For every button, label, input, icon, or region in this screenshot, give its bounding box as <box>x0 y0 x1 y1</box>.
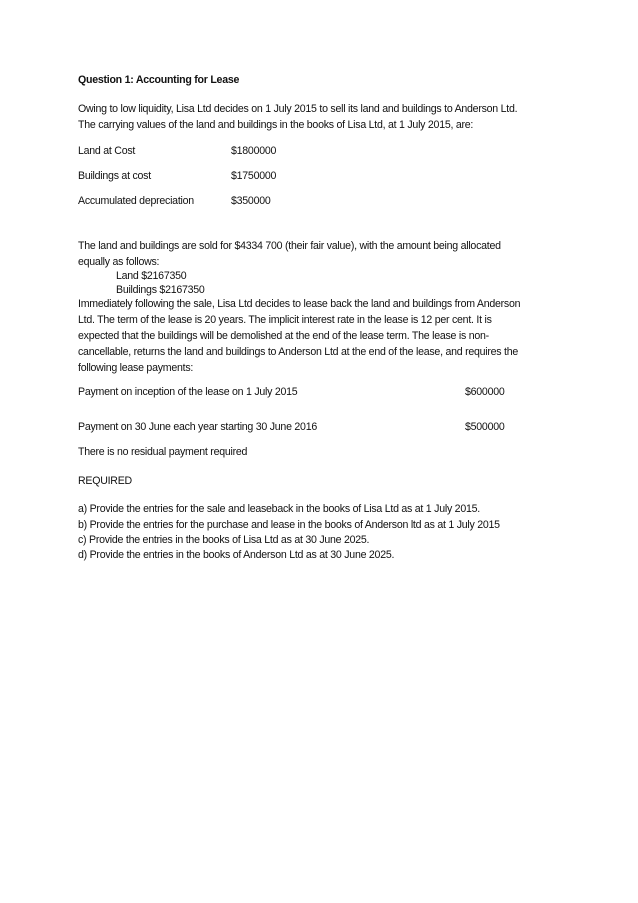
intro-line-1: Owing to low liquidity, Lisa Ltd decides on 1 July 2015 to sell its land and buildings to Anderson Ltd. <box>78 103 518 115</box>
payment-row-inception <box>78 386 538 399</box>
requirement-d: d) Provide the entries in the books of Anderson Ltd as at 30 June 2025. <box>78 549 395 561</box>
carrying-value: $1750000 <box>231 170 277 182</box>
question-title: Question 1: Accounting for Lease <box>78 74 240 86</box>
carrying-label: Accumulated depreciation <box>78 195 194 207</box>
lease-line-4: cancellable, returns the land and buildings to Anderson Ltd at the end of the lease, and requires the <box>78 346 519 358</box>
payment-row-annual <box>78 421 538 434</box>
payment-label: Payment on 30 June each year starting 30 June 2016 <box>78 421 317 433</box>
lease-line-1: Immediately following the sale, Lisa Ltd decides to lease back the land and buildings from Anderson <box>78 298 521 310</box>
sale-line-1: The land and buildings are sold for $4334 700 (their fair value), with the amount being allocated <box>78 240 501 252</box>
carrying-row-land <box>78 145 478 158</box>
requirement-c: c) Provide the entries in the books of Lisa Ltd as at 30 June 2025. <box>78 534 370 546</box>
required-heading: REQUIRED <box>78 475 132 487</box>
residual-note: There is no residual payment required <box>78 446 248 458</box>
lease-line-2: Ltd. The term of the lease is 20 years. The implicit interest rate in the lease is 12 per cent. It is <box>78 314 492 326</box>
requirement-a: a) Provide the entries for the sale and leaseback in the books of Lisa Ltd as at 1 July 2015. <box>78 503 480 515</box>
payment-label: Payment on inception of the lease on 1 July 2015 <box>78 386 298 398</box>
carrying-label: Land at Cost <box>78 145 136 157</box>
lease-line-5: following lease payments: <box>78 362 194 374</box>
carrying-row-buildings <box>78 170 478 183</box>
payment-amount: $600000 <box>465 386 505 398</box>
intro-line-2: The carrying values of the land and buildings in the books of Lisa Ltd, at 1 July 2015, are: <box>78 119 474 131</box>
payment-amount: $500000 <box>465 421 505 433</box>
requirement-b: b) Provide the entries for the purchase and lease in the books of Anderson ltd as at 1 July 2015 <box>78 519 500 531</box>
carrying-row-depreciation <box>78 195 478 208</box>
carrying-value: $350000 <box>231 195 271 207</box>
carrying-label: Buildings at cost <box>78 170 151 182</box>
sale-line-2: equally as follows: <box>78 256 160 268</box>
lease-line-3: expected that the buildings will be demolished at the end of the lease term. The lease is non- <box>78 330 489 342</box>
carrying-value: $1800000 <box>231 145 277 157</box>
sale-buildings-allocation: Buildings $2167350 <box>116 284 205 296</box>
sale-land-allocation: Land $2167350 <box>116 270 187 282</box>
